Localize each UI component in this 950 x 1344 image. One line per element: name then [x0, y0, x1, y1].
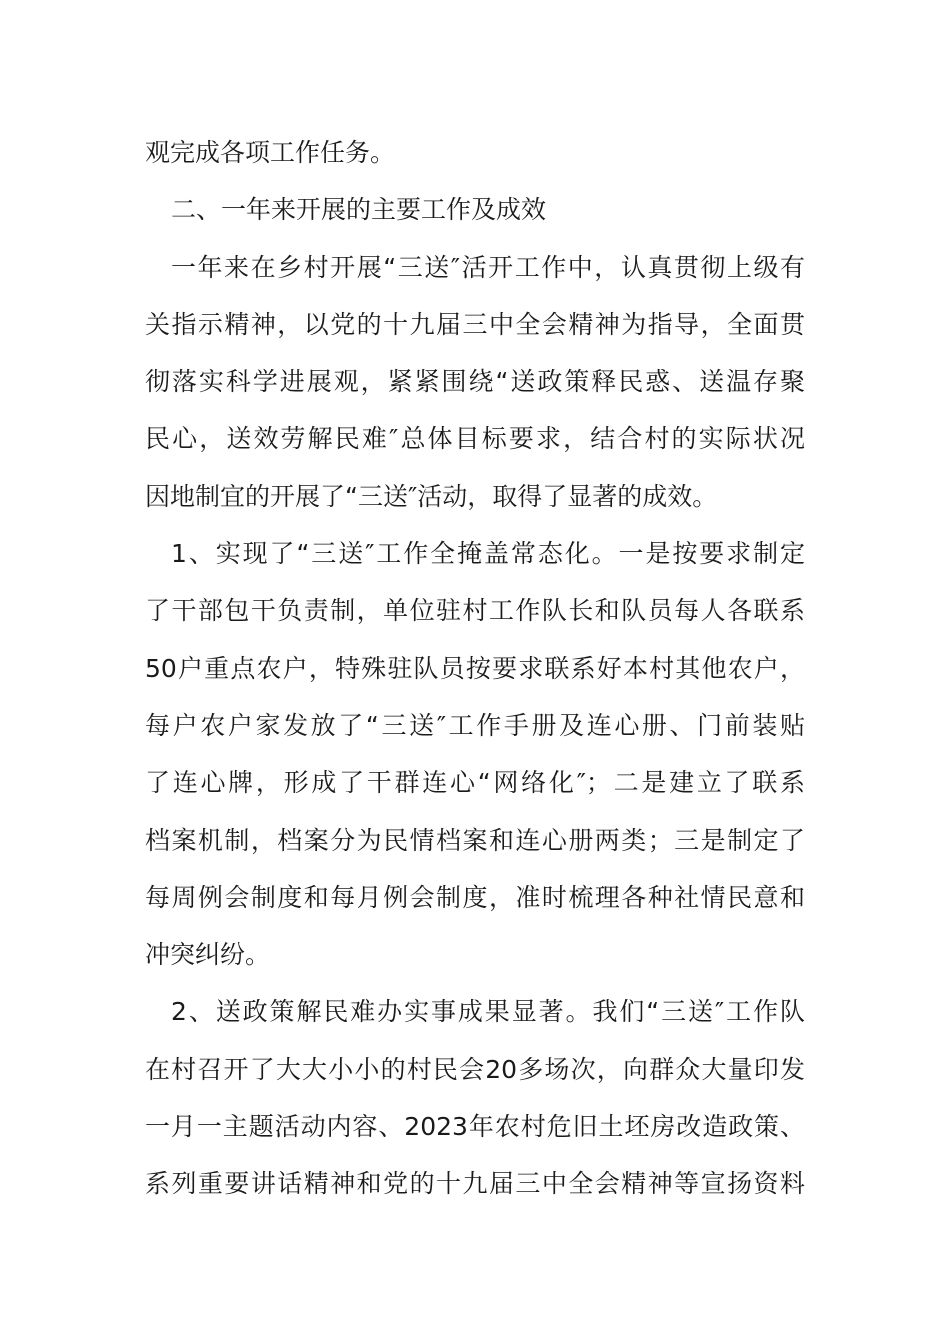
body-line: 在村召开了大大小小的村民会20多场次，向群众大量印发: [145, 1054, 805, 1084]
body-line: 观完成各项工作任务。: [145, 138, 396, 167]
body-line: 档案机制，档案分为民情档案和连心册两类；三是制定了: [145, 825, 805, 855]
body-line: 彻落实科学进展观，紧紧围绕“送政策释民惑、送温存聚: [145, 367, 805, 397]
body-line: 一年来在乡村开展“三送″活开工作中，认真贯彻上级有: [171, 252, 805, 282]
body-line: 系列重要讲话精神和党的十九届三中全会精神等宣扬资料: [145, 1169, 805, 1199]
section-heading: 二、一年来开展的主要工作及成效: [171, 195, 547, 225]
body-line: 了连心牌，形成了干群连心“网络化″；二是建立了联系: [145, 768, 805, 798]
body-line: 每周例会制度和每月例会制度，准时梳理各种社情民意和: [145, 882, 805, 912]
body-line: 关指示精神，以党的十九届三中全会精神为指导，全面贯: [145, 309, 805, 339]
body-line: 每户农户家发放了“三送″工作手册及连心册、门前装贴: [145, 710, 805, 740]
body-line: 1、实现了“三送″工作全掩盖常态化。一是按要求制定: [171, 539, 805, 569]
body-line: 一月一主题活动内容、2023年农村危旧土坯房改造政策、: [145, 1112, 805, 1142]
body-line: 了干部包干负责制，单位驻村工作队长和队员每人各联系: [145, 596, 805, 626]
body-line: 民心，送效劳解民难″总体目标要求，结合村的实际状况: [145, 424, 805, 454]
body-line: 因地制宜的开展了“三送″活动，取得了显著的成效。: [145, 481, 718, 511]
body-line: 50户重点农户，特殊驻队员按要求联系好本村其他农户，: [145, 653, 805, 683]
body-line: 冲突纠纷。: [145, 940, 271, 970]
document-body: [145, 124, 805, 1213]
body-line: 2、送政策解民难办实事成果显著。我们“三送″工作队: [171, 997, 805, 1027]
